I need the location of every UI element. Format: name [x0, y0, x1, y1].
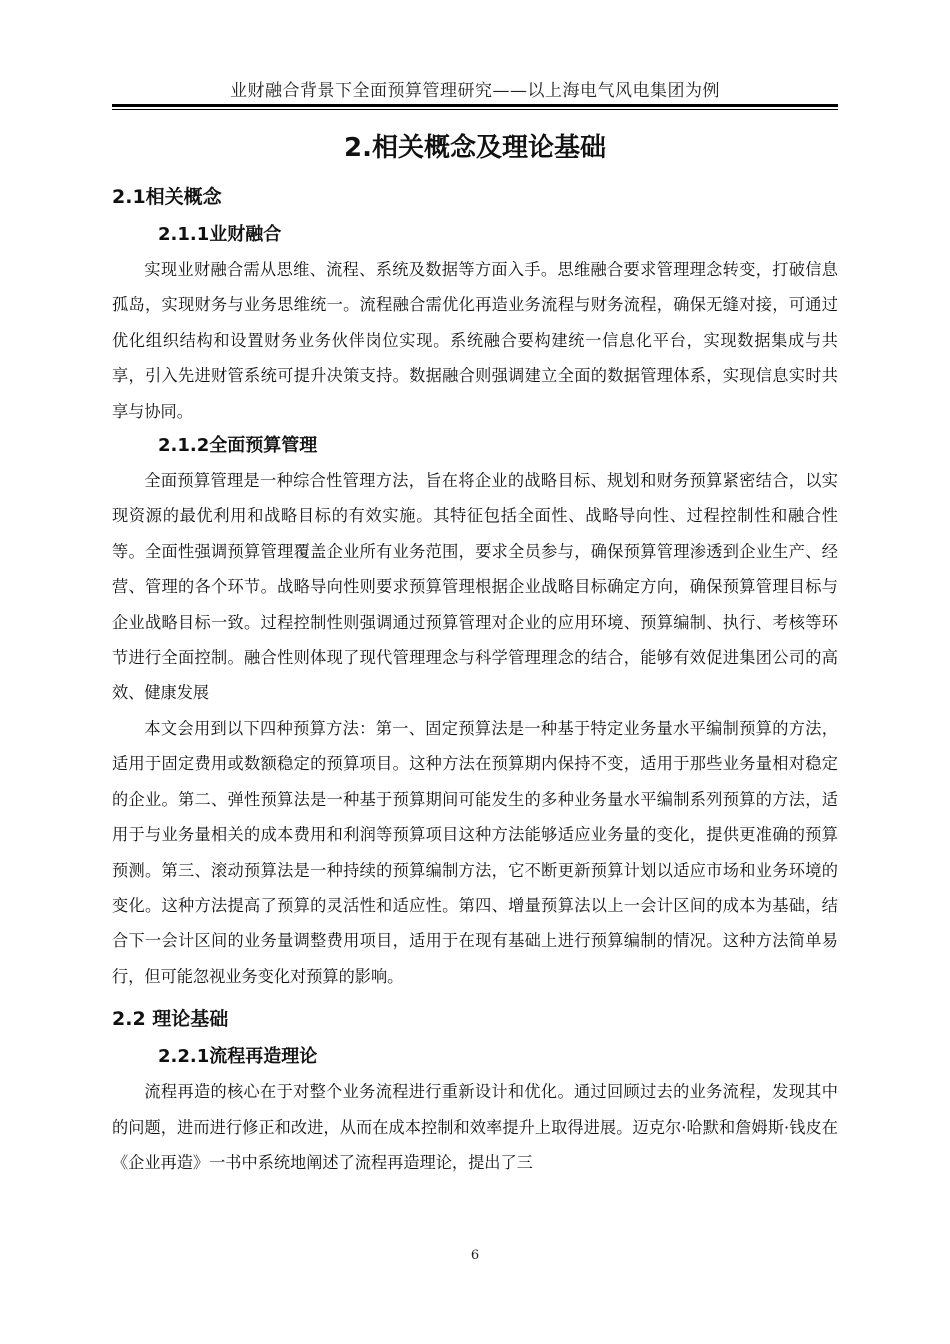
subsection-heading-2-2-1: 2.2.1流程再造理论: [158, 1046, 318, 1068]
page-number: 6: [470, 1248, 480, 1263]
header-rule-thin: [112, 109, 838, 110]
page-content: [112, 120, 838, 1180]
paragraph-2-1-2-b: 本文会用到以下四种预算方法：第一、固定预算法是一种基于特定业务量水平编制预算的方法，适用于固定费用或数额稳定的预算项目。这种方法在预算期内保持不变，适用于那些业务量相对稳定的企业。第二、弹性预算法是一种基于预算期间可能发生的多种业务量水平编制系列预算的方法，适用于与业务量相关的成本费用和利润等预算项目这种方法能够适应业务量的变化，提供更准确的预算预测。第三、滚动预算法是一种持续的预算编制方法，它不断更新预算计划以适应市场和业务环境的变化。这种方法提高了预算的灵活性和适应性。第四、增量预算法以上一会计区间的成本为基础，结合下一会计区间的业务量调整费用项目，适用于在现有基础上进行预算编制的情况。这种方法简单易行，但可能忽视业务变化对预算的影响。: [112, 718, 838, 986]
running-header: 业财融合背景下全面预算管理研究——以上海电气风电集团为例: [230, 81, 720, 101]
chapter-title: 2.相关概念及理论基础: [344, 133, 606, 163]
header-rule-thick: [112, 104, 838, 107]
paragraph-2-1-2-a: 全面预算管理是一种综合性管理方法，旨在将企业的战略目标、规划和财务预算紧密结合，以实现资源的最优利用和战略目标的有效实施。其特征包括全面性、战略导向性、过程控制性和融合性等。全面性强调预算管理覆盖企业所有业务范围，要求全员参与，确保预算管理渗透到企业生产、经营、管理的各个环节。战略导向性则要求预算管理根据企业战略目标确定方向，确保预算管理目标与企业战略目标一致。过程控制性则强调通过预算管理对企业的应用环境、预算编制、执行、考核等环节进行全面控制。融合性则体现了现代管理理念与科学管理理念的结合，能够有效促进集团公司的高效、健康发展: [112, 471, 838, 703]
subsection-heading-2-1-1: 2.1.1业财融合: [158, 224, 282, 245]
paragraph-2-2-1: 流程再造的核心在于对整个业务流程进行重新设计和优化。通过回顾过去的业务流程，发现其中的问题，进而进行修正和改进，从而在成本控制和效率提升上取得进展。迈克尔·哈默和詹姆斯·钱皮在《企业再造》一书中系统地阐述了流程再造理论，提出了三: [112, 1082, 838, 1172]
section-heading-2-1: 2.1相关概念: [112, 186, 222, 208]
subsection-heading-2-1-2: 2.1.2全面预算管理: [158, 435, 318, 457]
paragraph-2-1-1: 实现业财融合需从思维、流程、系统及数据等方面入手。思维融合要求管理理念转变，打破信息孤岛，实现财务与业务思维统一。流程融合需优化再造业务流程与财务流程，确保无缝对接，可通过优化组织结构和设置财务业务伙伴岗位实现。系统融合要构建统一信息化平台，实现数据集成与共享，引入先进财管系统可提升决策支持。数据融合则强调建立全面的数据管理体系，实现信息实时共享与协同。: [112, 260, 838, 421]
section-heading-2-2: 2.2 理论基础: [112, 1008, 229, 1031]
